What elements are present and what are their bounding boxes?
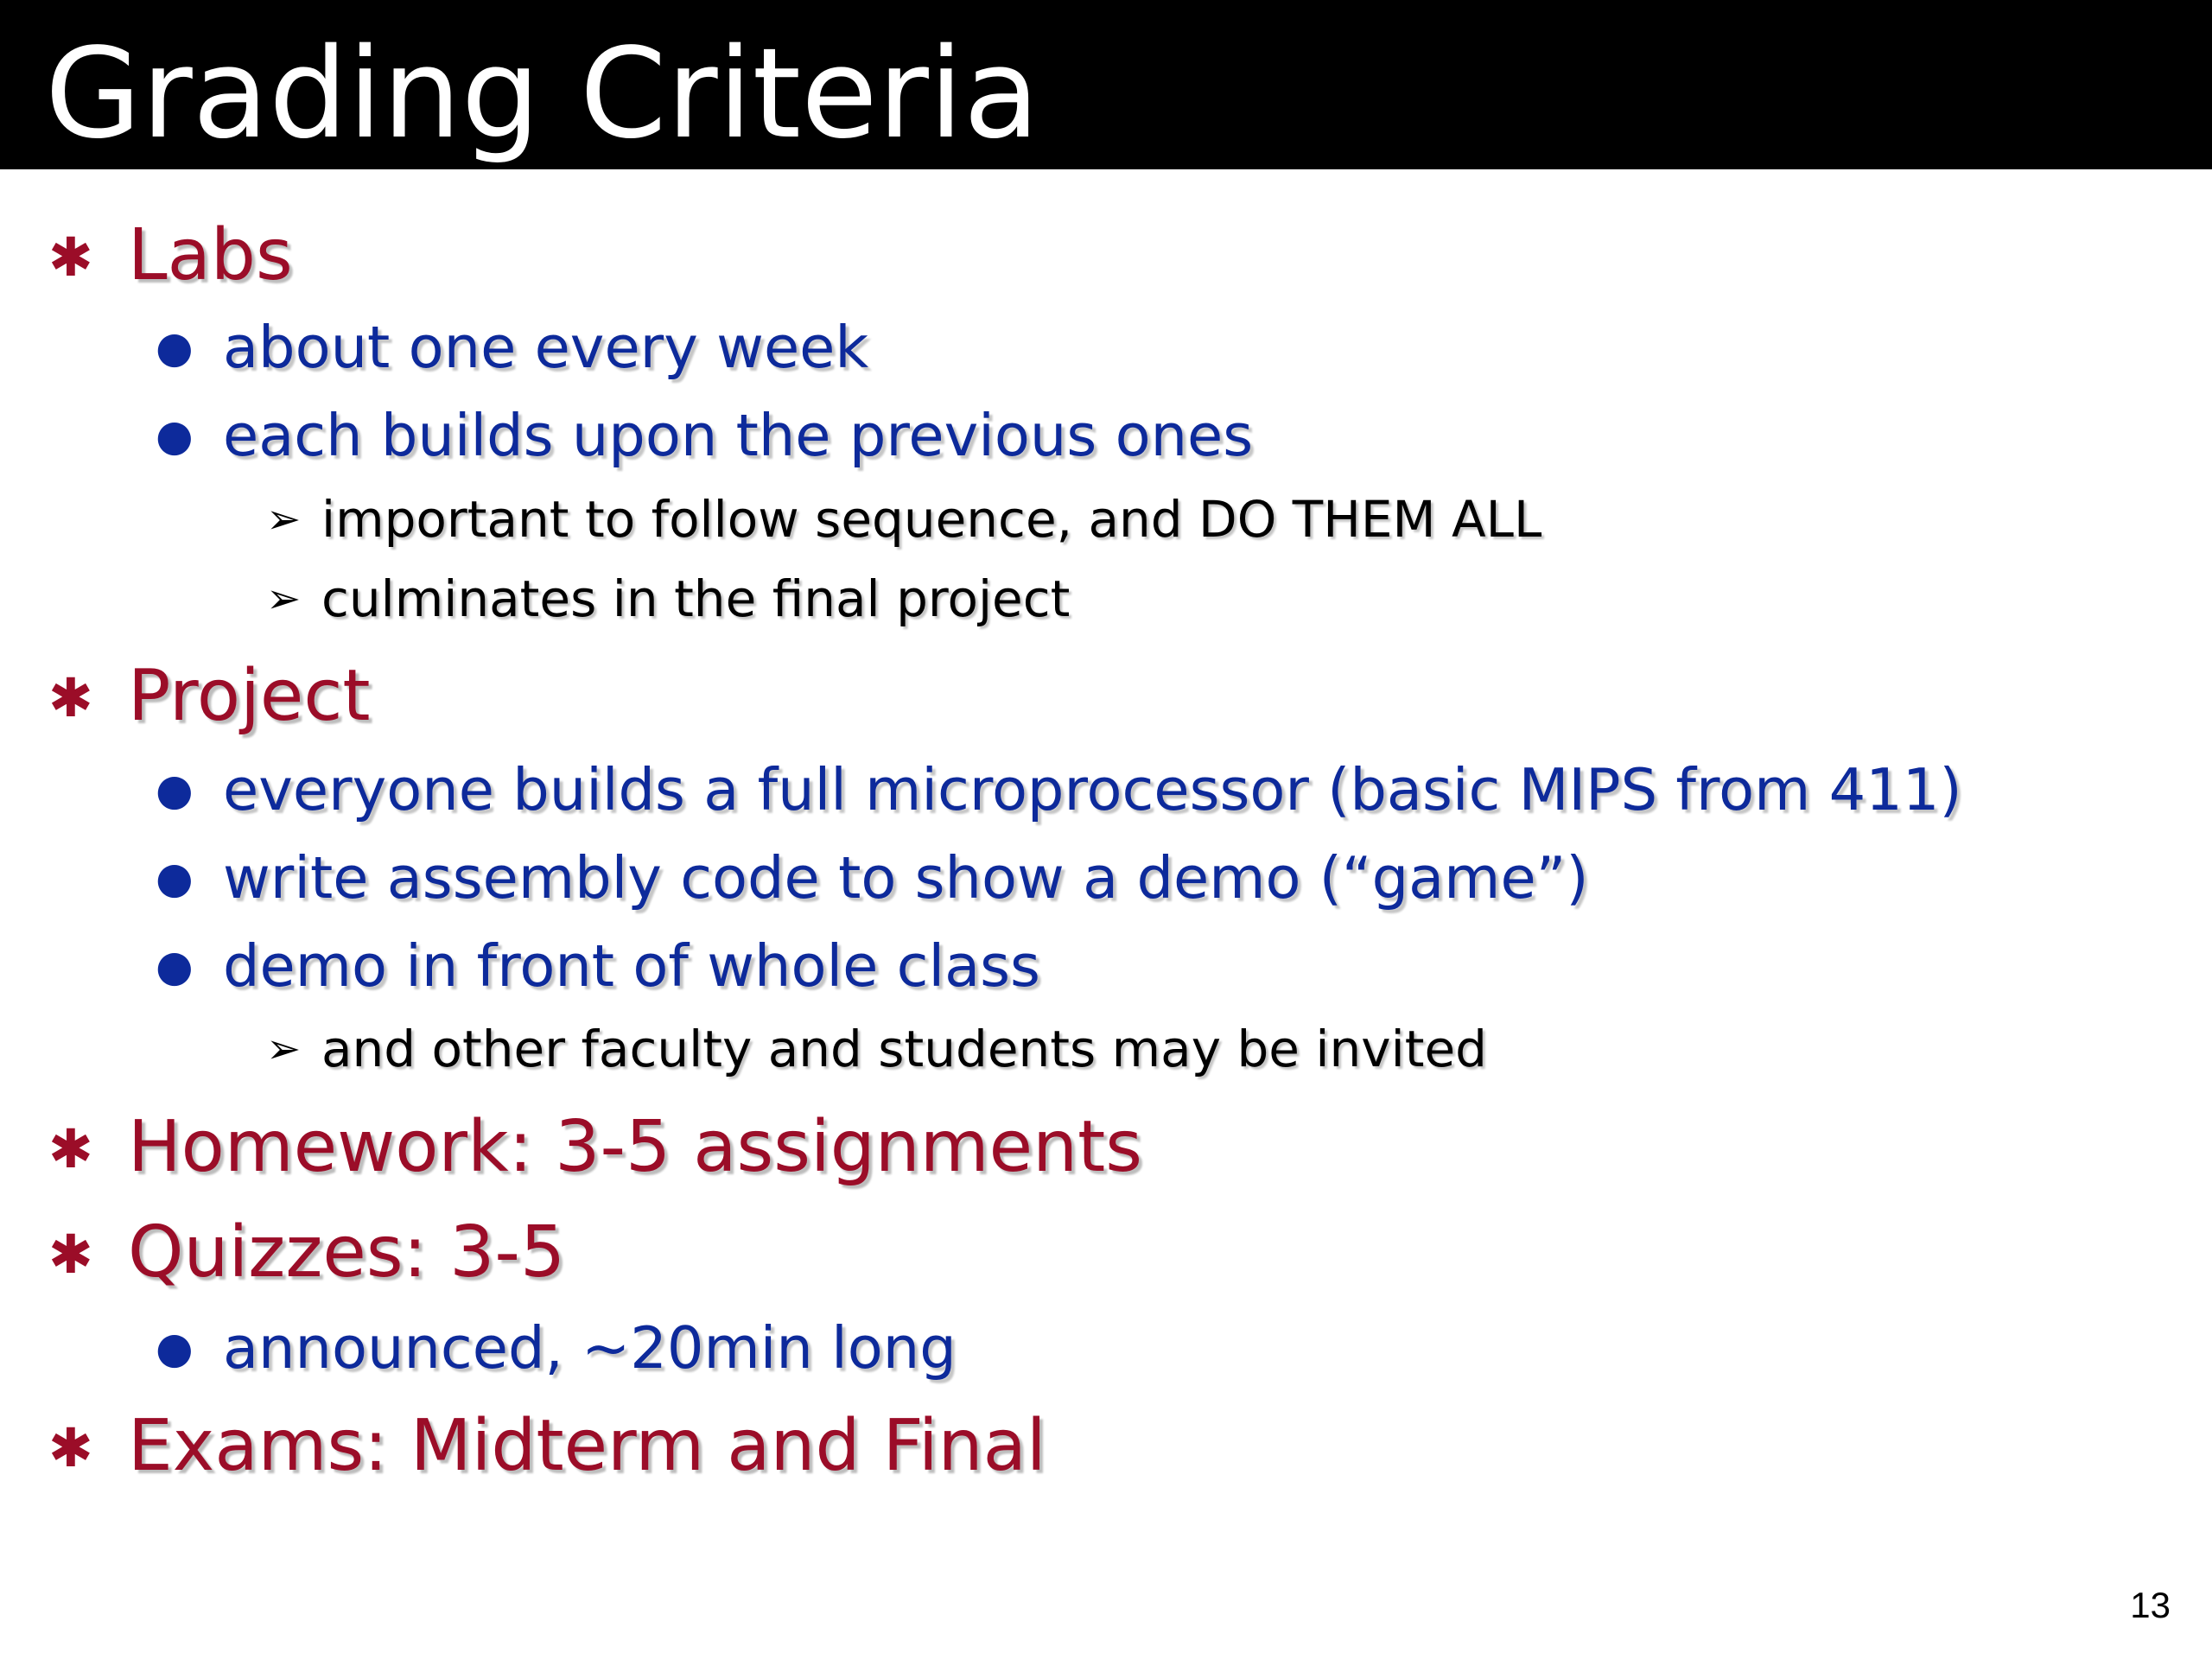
bullet-labs-subitem-2 bbox=[266, 568, 1070, 630]
arrowhead-bullet-icon: ➢ bbox=[266, 1025, 302, 1073]
bullet-labs bbox=[48, 213, 293, 301]
arrowhead-bullet-icon: ➢ bbox=[266, 575, 302, 623]
slide-title: Grading Criteria bbox=[45, 21, 1040, 166]
bullet-project-item-2 bbox=[156, 842, 1589, 914]
bullet-quizzes bbox=[48, 1210, 565, 1298]
asterisk-bullet-icon: ✱ bbox=[48, 1117, 93, 1180]
asterisk-bullet-icon: ✱ bbox=[48, 1223, 93, 1286]
bullet-text: Project bbox=[128, 655, 371, 737]
arrowhead-bullet-icon: ➢ bbox=[266, 495, 302, 543]
bullet-homework bbox=[48, 1104, 1142, 1192]
bullet-text: announced, ~20min long bbox=[223, 1314, 957, 1382]
bullet-project-item-1 bbox=[156, 753, 1962, 826]
bullet-labs-item-1 bbox=[156, 311, 868, 384]
bullet-project-subitem-1 bbox=[266, 1018, 1487, 1080]
bullet-text: Labs bbox=[128, 214, 293, 296]
bullet-text: and other faculty and students may be invited bbox=[321, 1020, 1487, 1078]
asterisk-bullet-icon: ✱ bbox=[48, 666, 93, 729]
dot-bullet-icon: ● bbox=[156, 765, 194, 815]
dot-bullet-icon: ● bbox=[156, 941, 194, 991]
bullet-quizzes-item-1 bbox=[156, 1312, 957, 1384]
page-number: 13 bbox=[2130, 1585, 2171, 1625]
bullet-text: everyone builds a full microprocessor (basic MIPS from 411) bbox=[223, 756, 1962, 823]
asterisk-bullet-icon: ✱ bbox=[48, 1416, 93, 1479]
bullet-text: culminates in the final project bbox=[321, 569, 1071, 628]
bullet-exams bbox=[48, 1403, 1046, 1491]
bullet-project bbox=[48, 653, 371, 741]
asterisk-bullet-icon: ✱ bbox=[48, 226, 93, 289]
bullet-text: important to follow sequence, and DO THEM ALL bbox=[321, 490, 1542, 549]
bullet-text: Quizzes: 3-5 bbox=[128, 1211, 566, 1294]
bullet-text: demo in front of whole class bbox=[223, 932, 1040, 1000]
dot-bullet-icon: ● bbox=[156, 322, 194, 372]
bullet-text: about one every week bbox=[223, 314, 869, 381]
bullet-project-item-3 bbox=[156, 930, 1040, 1002]
dot-bullet-icon: ● bbox=[156, 1323, 194, 1373]
bullet-labs-subitem-1 bbox=[266, 488, 1541, 550]
bullet-text: write assembly code to show a demo (“game”) bbox=[223, 844, 1589, 912]
dot-bullet-icon: ● bbox=[156, 853, 194, 903]
bullet-text: Exams: Midterm and Final bbox=[128, 1405, 1046, 1487]
dot-bullet-icon: ● bbox=[156, 410, 194, 461]
bullet-text: Homework: 3-5 assignments bbox=[128, 1106, 1142, 1188]
bullet-labs-item-2 bbox=[156, 399, 1253, 472]
bullet-text: each builds upon the previous ones bbox=[223, 402, 1254, 469]
